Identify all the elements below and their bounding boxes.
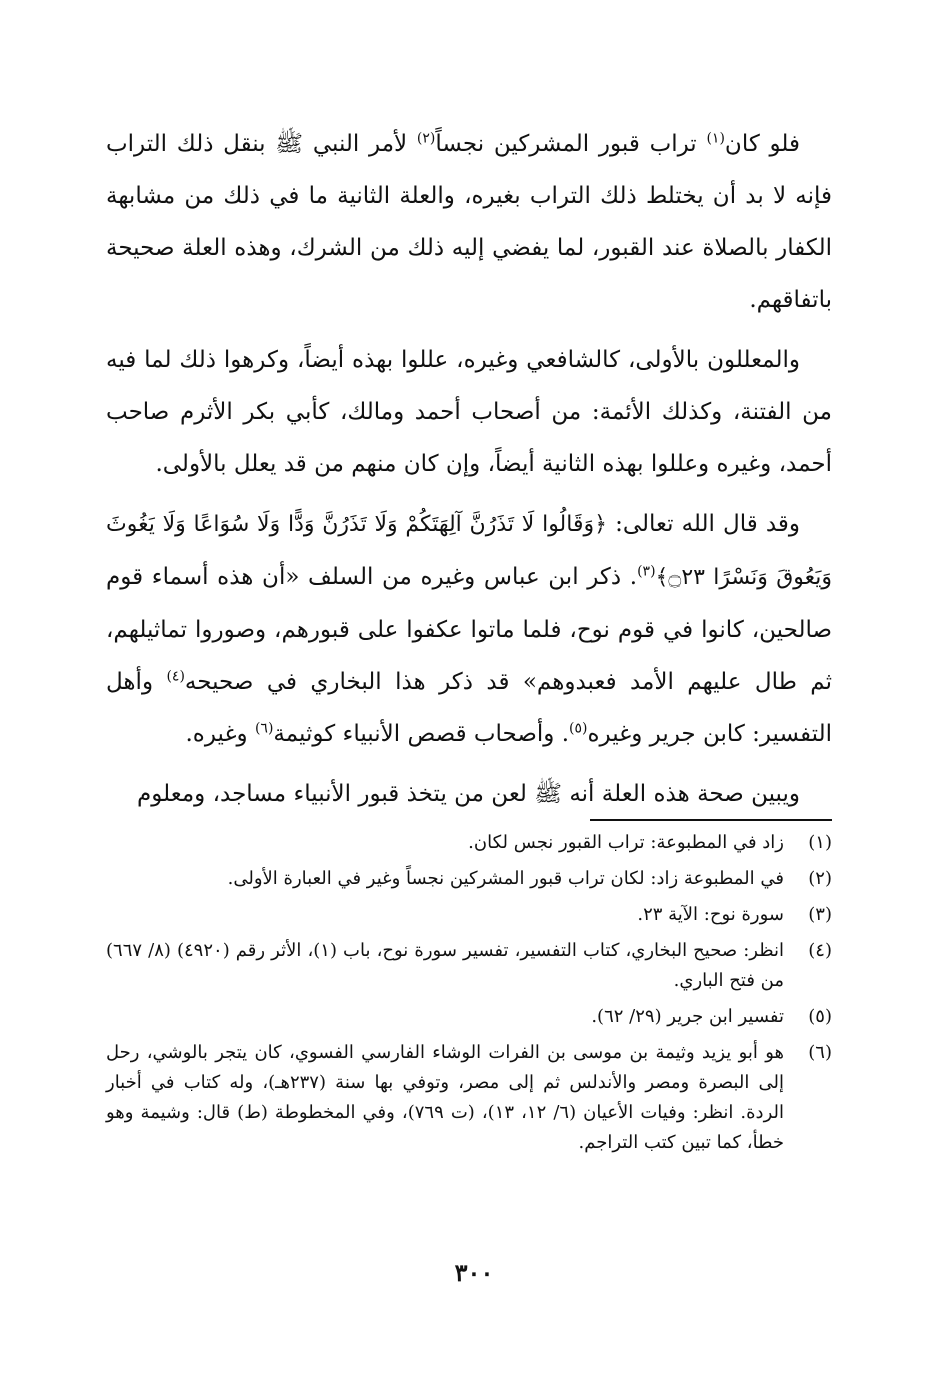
paragraph-4: ويبين صحة هذه العلة أنه ﷺ لعن من يتخذ قبور الأنبياء مساجد، ومعلوم	[137, 781, 800, 807]
paragraph-1-part-b: تراب قبور المشركين نجساً	[435, 131, 707, 157]
footnote-ref-4: (٤)	[166, 668, 185, 685]
footnote-text: سورة نوح: الآية ٢٣.	[637, 904, 784, 925]
footnote-item	[106, 864, 832, 894]
footnote-ref-2: (٢)	[416, 130, 436, 147]
page-number: ٣٠٠	[454, 1258, 494, 1287]
footnote-number: (٥)	[808, 1006, 832, 1027]
quran-verse: ﴿وَقَالُوا لَا تَذَرُنَّ آلِهَتَكُمْ وَلَا تَذَرُنَّ وَدًّا وَلَا سُوَاعًا وَلَا يَغُوثَ وَيَعُوقَ وَنَسْرًا ۝٢٣﴾	[106, 512, 833, 590]
footnote-text: زاد في المطبوعة: تراب القبور نجس لكان.	[468, 832, 784, 853]
footnote-ref-5: (٥)	[569, 720, 588, 737]
footnote-divider	[590, 819, 832, 821]
paragraph-1-part-a: فلو كان	[724, 131, 800, 157]
paragraph-3	[106, 498, 832, 760]
footnote-number: (٦)	[808, 1042, 832, 1063]
footnote-number: (٤)	[808, 940, 832, 961]
paragraph-3-part-c: وأهل التفسير: كابن جرير وغيره	[106, 669, 832, 747]
footnote-text: انظر: صحيح البخاري، كتاب التفسير، تفسير سورة نوح، باب (١)، الأثر رقم (٤٩٢٠) (٨/ ٦٦٧) من فتح الباري.	[106, 940, 784, 991]
paragraph-2: والمعللون بالأولى، كالشافعي وغيره، عللوا بهذه أيضاً، وكرهوا ذلك لما فيه من الفتنة، وكذلك الأئمة: من أصحاب أحمد ومالك، كأبي بكر الأثرم صاحب أحمد، وغيره وعللوا بهذه الثانية أيضاً، وإن كان منهم من قد يعلل بالأولى.	[106, 347, 832, 477]
footnote-ref-6: (٦)	[254, 720, 274, 737]
main-text	[106, 118, 832, 828]
paragraph-3-part-d: . وأصحاب قصص الأنبياء كوثيمة	[273, 721, 570, 747]
footnote-ref-1: (١)	[706, 130, 725, 147]
footnote-text: هو أبو يزيد وثيمة بن موسى بن الفرات الوشاء الفارسي الفسوي، كان يتجر بالوشي، رحل إلى البصرة ومصر والأندلس ثم إلى مصر، وتوفي بها سنة (٢٣٧هـ)، وله كتاب في أخبار الردة. انظر: وفيات الأعيان (٦/ ١٢، ١٣)، (ت ٧٦٩)، وفي المخطوطة (ط) قال: وشيمة وهو خطأ، كما تبين كتب التراجم.	[106, 1042, 784, 1153]
footnote-ref-3: (٣)	[637, 563, 656, 580]
footnote-item	[106, 1002, 832, 1032]
footnote-item	[106, 828, 832, 858]
footnote-number: (٢)	[808, 868, 832, 889]
paragraph-3-part-b: . ذكر ابن عباس وغيره من السلف «أن هذه أسماء قوم صالحين، كانوا في قوم نوح، فلما ماتوا عكفوا على قبورهم، وصوروا تماثيلهم، ثم طال عليهم الأمد فعبدوهم» قد ذكر هذا البخاري في صحيحه	[106, 564, 832, 695]
footnotes-list	[106, 828, 832, 1164]
footnote-item	[106, 1038, 832, 1158]
paragraph-1	[106, 118, 832, 326]
paragraph-3-part-a: وقد قال الله تعالى:	[607, 511, 800, 537]
footnote-number: (٣)	[808, 904, 832, 925]
footnote-text: في المطبوعة زاد: لكان تراب قبور المشركين نجساً وغير في العبارة الأولى.	[227, 868, 784, 889]
paragraph-3-part-e: وغيره.	[185, 721, 255, 747]
footnote-item	[106, 900, 832, 930]
paragraph-1-part-c: لأمر النبي ﷺ بنقل ذلك التراب فإنه لا بد أن يختلط ذلك التراب بغيره، والعلة الثانية ما في ذلك من مشابهة الكفار بالصلاة عند القبور، لما يفضي إليه ذلك من الشرك، وهذه العلة صحيحة باتفاقهم.	[106, 131, 832, 313]
footnote-text: تفسير ابن جرير (٢٩/ ٦٢).	[591, 1006, 784, 1027]
footnote-item	[106, 936, 832, 996]
footnote-number: (١)	[808, 832, 832, 853]
